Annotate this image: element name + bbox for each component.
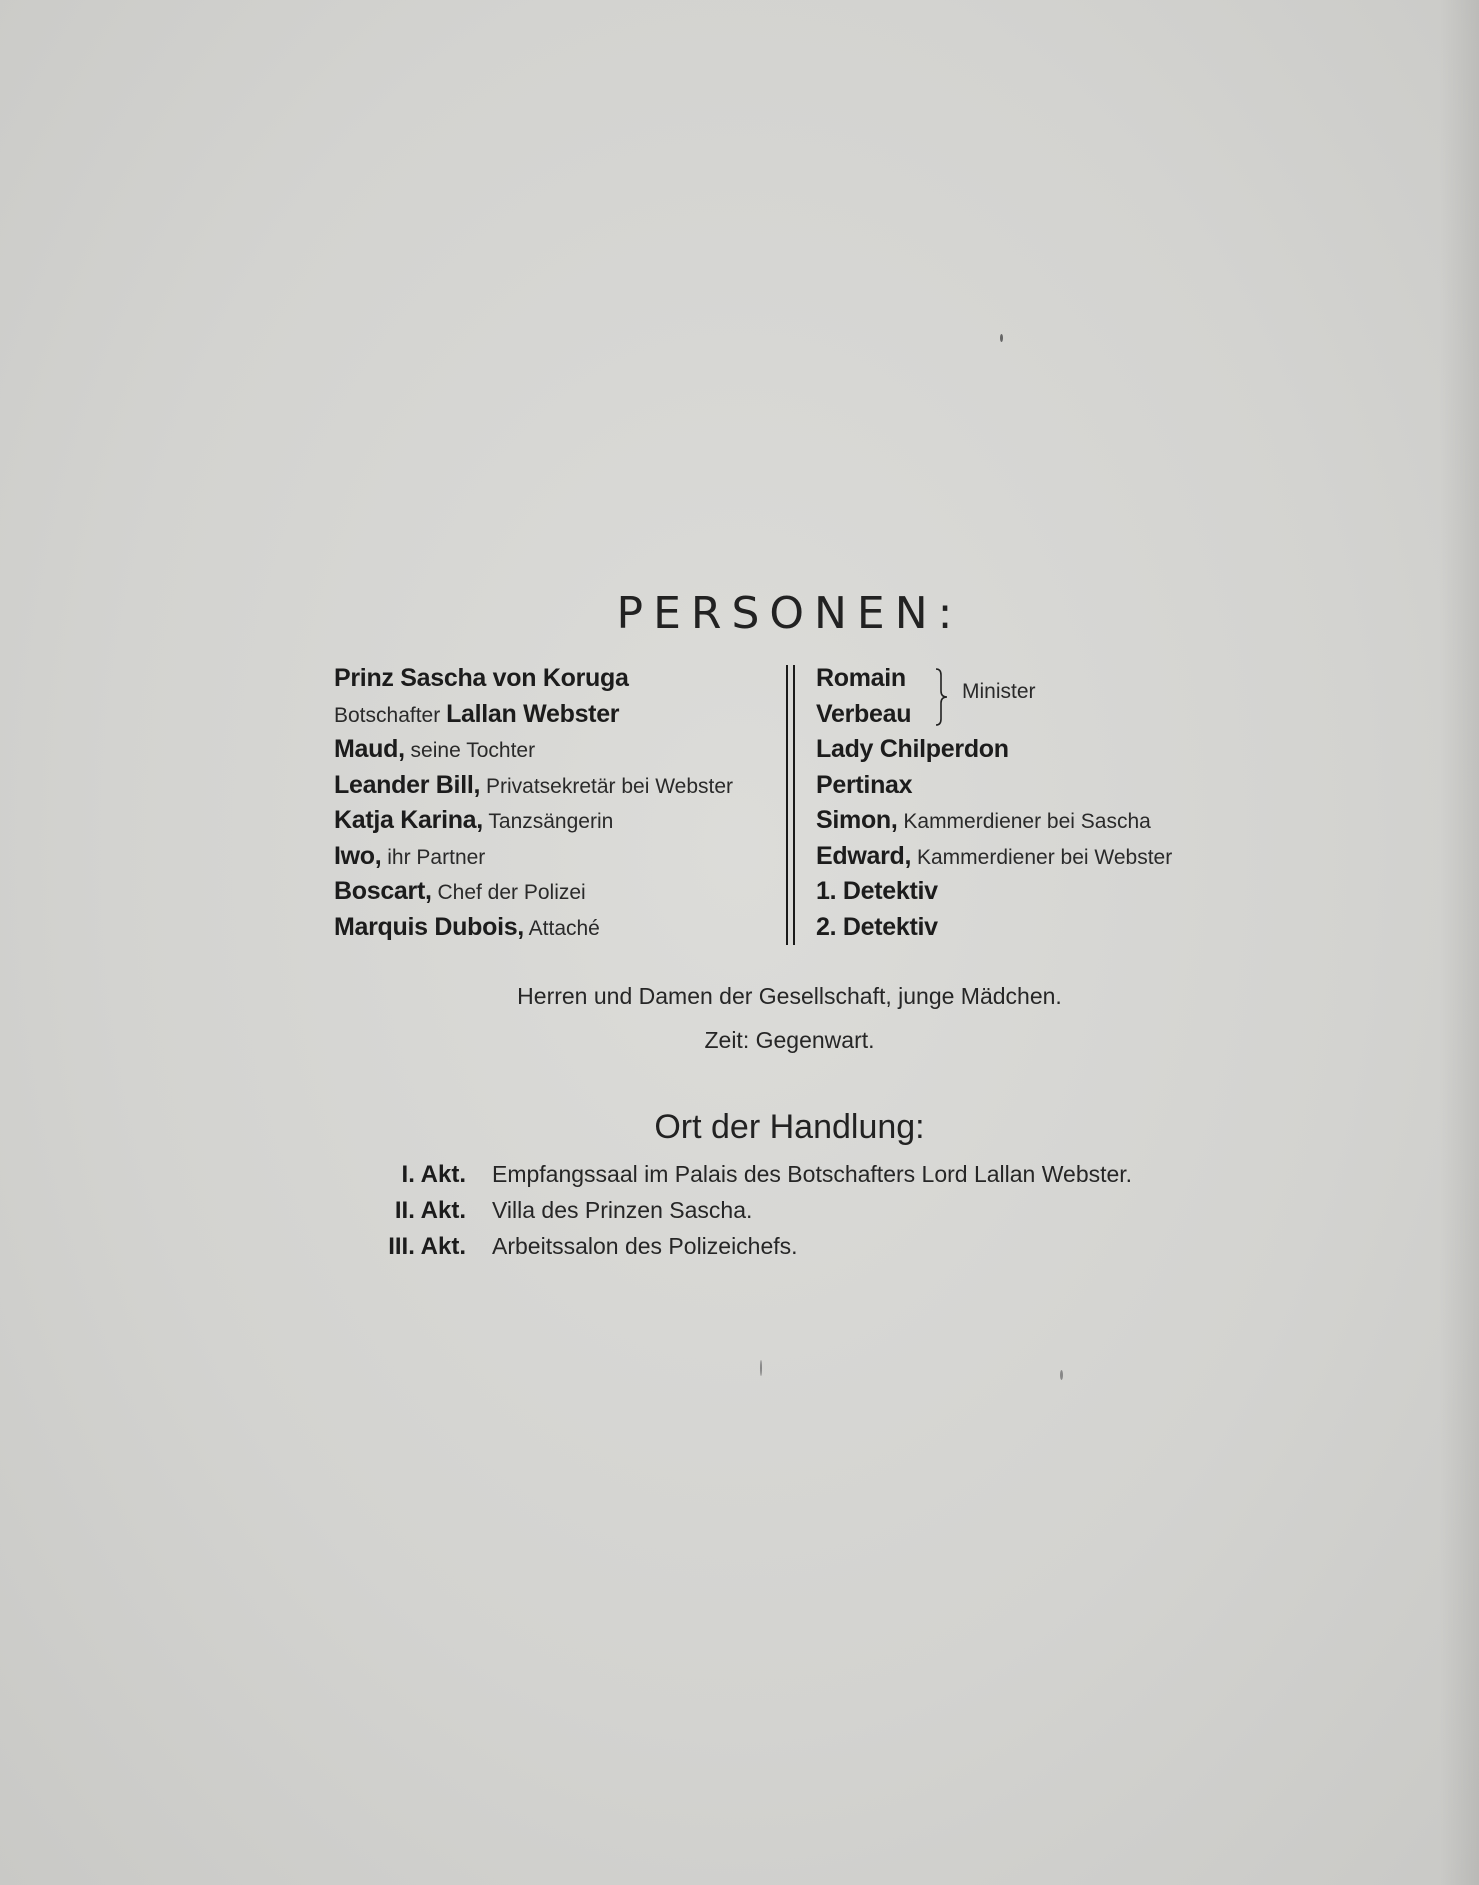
cast-entry	[334, 768, 774, 804]
minister-group	[816, 661, 1256, 732]
character-description: Tanzsängerin	[482, 810, 614, 833]
cast-entry	[334, 661, 774, 697]
cast-entry	[816, 803, 1256, 839]
character-name: 1. Detektiv	[816, 877, 938, 905]
act-description: Arbeitssalon des Polizeichefs.	[492, 1233, 798, 1259]
column-divider	[786, 665, 795, 945]
character-name: Pertinax	[816, 770, 913, 799]
curly-brace-icon	[934, 667, 952, 727]
character-description: Kammerdiener bei Webster	[911, 845, 1173, 869]
character-name: Prinz Sascha von Koruga	[334, 664, 629, 692]
cast-entry	[334, 697, 774, 733]
act-number: II. Akt.	[394, 1197, 466, 1224]
character-name: Leander Bill,	[334, 770, 481, 799]
character-name: Romain	[816, 664, 906, 692]
paper-speck	[760, 1360, 762, 1376]
paper-speck	[1000, 334, 1003, 342]
cast-entry	[334, 839, 774, 875]
character-description: ihr Partner	[381, 845, 486, 869]
cast-entry	[816, 839, 1256, 875]
character-description: Privatsekretär bei Webster	[480, 774, 734, 798]
character-name: Marquis Dubois,	[334, 912, 524, 941]
character-description: seine Tochter	[404, 739, 536, 762]
character-name: Verbeau	[816, 699, 912, 728]
cast-column-right	[816, 661, 1256, 945]
act-entry	[362, 1228, 1132, 1264]
cast-entry	[816, 661, 1256, 697]
cast-entry	[816, 910, 1256, 946]
character-description: Attaché	[523, 916, 600, 940]
act-number: I. Akt.	[401, 1161, 466, 1188]
time-line: Zeit: Gegenwart.	[704, 1027, 875, 1053]
location-heading: Ort der Handlung:	[654, 1108, 925, 1146]
cast-entry	[334, 803, 774, 839]
cast-column-left	[334, 661, 774, 945]
page-edge-shadow	[1439, 0, 1479, 1885]
cast-entry	[816, 697, 1256, 733]
cast-entry	[334, 874, 774, 910]
act-entry	[362, 1192, 1132, 1228]
cast-entry	[816, 732, 1256, 768]
character-name: Iwo,	[334, 841, 382, 870]
cast-entry	[816, 874, 1256, 910]
character-title: Botschafter	[334, 703, 447, 727]
character-name: 2. Detektiv	[816, 912, 938, 941]
ensemble-line: Herren und Damen der Gesellschaft, junge Mädchen.	[517, 983, 1062, 1009]
paper-speck	[1060, 1370, 1063, 1380]
cast-entry	[816, 768, 1256, 804]
character-name: Simon,	[816, 806, 898, 834]
act-description: Empfangssaal im Palais des Botschafters Lord Lallan Webster.	[492, 1161, 1133, 1187]
cast-entry	[334, 910, 774, 946]
character-description: Kammerdiener bei Sascha	[897, 810, 1151, 833]
act-number: III. Akt.	[388, 1233, 466, 1260]
cast-list	[334, 661, 1254, 961]
cast-entry	[334, 732, 774, 768]
character-name: Lady Chilperdon	[816, 735, 1009, 763]
character-description: Chef der Polizei	[431, 881, 586, 904]
character-name: Maud,	[334, 735, 405, 763]
character-name: Boscart,	[334, 877, 432, 905]
character-name: Katja Karina,	[334, 806, 483, 834]
act-list	[362, 1156, 1132, 1264]
page-title: PERSONEN:	[616, 588, 963, 639]
act-entry	[362, 1156, 1132, 1192]
group-label: Minister	[962, 680, 1036, 703]
act-description: Villa des Prinzen Sascha.	[492, 1197, 753, 1223]
character-name: Edward,	[816, 841, 912, 870]
character-name: Lallan Webster	[446, 699, 620, 728]
